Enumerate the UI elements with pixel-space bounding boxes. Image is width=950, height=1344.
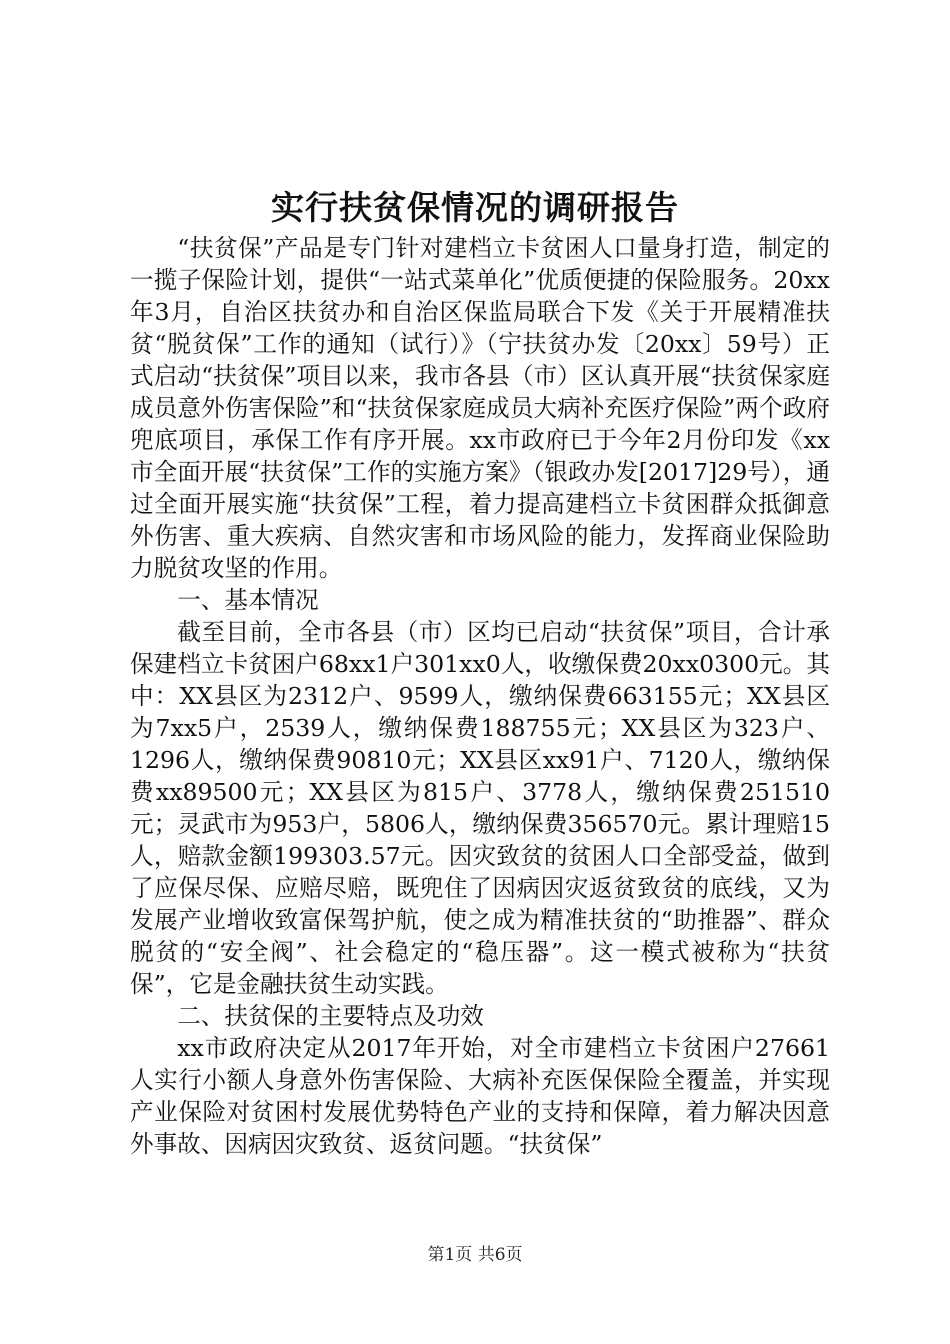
section-heading-basic-situation: 一、基本情况 (177, 586, 319, 614)
section-paragraph-features: xx市政府决定从2017年开始，对全市建档立卡贫困户27661人实行小额人身意外伤害保险、大病补充医保保险全覆盖，并实现产业保险对贫困村发展优势特色产业的支持和保障，着力解决因意外事故、因病因灾致贫、返贫问题。“扶贫保” (130, 1034, 830, 1158)
section-paragraph-basic-situation: 截至目前，全市各县（市）区均已启动“扶贫保”项目，合计承保建档立卡贫困户68xx1户301xx0人，收缴保费20xx0300元。其中：XX县区为2312户、9599人，缴纳保费663155元；XX县区为7xx5户，2539人，缴纳保费188755元；XX县区为323户、1296人，缴纳保费90810元；XX县区xx91户、7120人，缴纳保费xx89500元；XX县区为815户、3778人，缴纳保费251510元；灵武市为953户，5806人，缴纳保费356570元。累计理赔15人，赔款金额199303.57元。因灾致贫的贫困人口全部受益，做到了应保尽保、应赔尽赔，既兜住了因病因灾返贫致贫的底线，又为发展产业增收致富保驾护航，使之成为精准扶贫的“助推器”、群众脱贫的“安全阀”、社会稳定的“稳压器”。这一模式被称为“扶贫保”，它是金融扶贫生动实践。 (130, 618, 830, 998)
section-heading-features: 二、扶贫保的主要特点及功效 (177, 1002, 484, 1030)
intro-paragraph: “扶贫保”产品是专门针对建档立卡贫困人口量身打造，制定的一揽子保险计划，提供“一站式菜单化”优质便捷的保险服务。20xx年3月，自治区扶贫办和自治区保监局联合下发《关于开展精准扶贫“脱贫保”工作的通知（试行）》（宁扶贫办发〔20xx〕59号）正式启动“扶贫保”项目以来，我市各县（市）区认真开展“扶贫保家庭成员意外伤害保险”和“扶贫保家庭成员大病补充医疗保险”两个政府兜底项目，承保工作有序开展。xx市政府已于今年2月份印发《xx市全面开展“扶贫保”工作的实施方案》（银政办发[2017]29号），通过全面开展实施“扶贫保”工程，着力提高建档立卡贫困群众抵御意外伤害、重大疾病、自然灾害和市场风险的能力，发挥商业保险助力脱贫攻坚的作用。 (130, 234, 830, 582)
document-title: 实行扶贫保情况的调研报告 (271, 188, 679, 227)
document-body (130, 232, 830, 1160)
page-number-footer: 第1页 共6页 (427, 1245, 523, 1265)
